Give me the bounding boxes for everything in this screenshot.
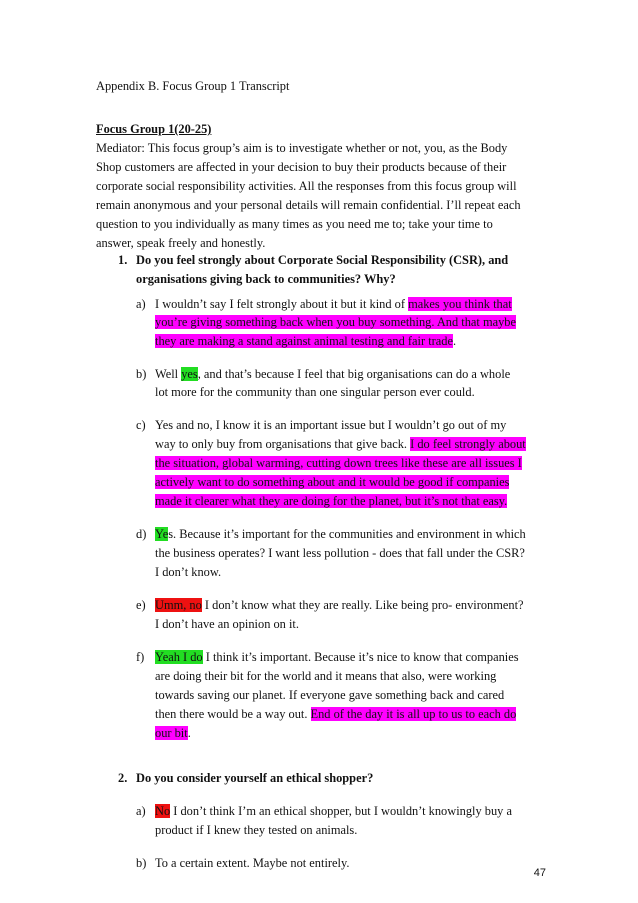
answer-line: product if I knew they tested on animals. (155, 823, 358, 837)
question-number: 1. (118, 253, 128, 267)
question-number: 2. (118, 771, 128, 785)
answer-line: the business operates? I want less pollution - does that fall under the CSR? (155, 546, 525, 560)
intro-line: Shop customers are affected in your decision to buy their products because of their (96, 160, 507, 174)
answer-line (155, 724, 191, 742)
focus-group-heading: Focus Group 1(20-25) (96, 122, 212, 136)
answer-line: are doing their bit for the world and it means that also, were working (155, 669, 497, 683)
answer-line (155, 705, 516, 723)
highlighted-text: actively want to do something about and it would be good if companies (155, 475, 510, 489)
intro-line: corporate social responsibility activities. All the responses from this focus group will (96, 179, 517, 193)
answer-line (155, 313, 516, 331)
answer-line (155, 525, 526, 543)
answer-label: f) (136, 650, 145, 664)
answer-line: I don’t have an opinion on it. (155, 617, 299, 631)
highlighted-text: made it clearer what they are doing for the planet, but it’s not that easy. (155, 494, 508, 508)
answer-line (155, 473, 509, 491)
answer-label: c) (136, 418, 146, 432)
highlighted-text: you’re giving something back when you buy something. And that maybe (155, 315, 516, 329)
highlighted-text: the situation, global warming, cutting down trees like these are all issues I (155, 456, 522, 470)
answer-text: . (187, 726, 191, 740)
answer-label: e) (136, 598, 146, 612)
answer-label: d) (136, 527, 147, 541)
answer-line (155, 596, 524, 614)
answer-text: then there would be a way out. (155, 707, 311, 721)
answer-line (155, 454, 522, 472)
highlighted-text: they are making a stand against animal testing and fair trade (155, 334, 453, 348)
answer-line (155, 365, 510, 383)
highlighted-text: Ye (155, 527, 169, 541)
answer-line (155, 295, 512, 313)
answer-line (155, 648, 519, 666)
answer-label: a) (136, 297, 146, 311)
answer-line (155, 802, 512, 820)
answer-text: I don’t know what they are really. Like being pro- environment? (201, 598, 524, 612)
answer-text: I think it’s important. Because it’s nice to know that companies (202, 650, 519, 664)
question-text: organisations giving back to communities? Why? (136, 272, 396, 286)
answer-line (155, 435, 526, 453)
answer-line: To a certain extent. Maybe not entirely. (155, 856, 350, 870)
intro-line: remain anonymous and your personal details will remain confidential. I’ll repeat each (96, 198, 521, 212)
answer-line: I don’t know. (155, 565, 222, 579)
page-number: 47 (533, 867, 546, 879)
answer-text: . (452, 334, 457, 348)
answer-line: towards saving our planet. If everyone gave something back and cared (155, 688, 505, 702)
highlighted-text: Umm, no (155, 598, 202, 612)
answer-label: b) (136, 856, 147, 870)
highlighted-text: End of the day it is all up to us to each do (310, 707, 517, 721)
question-text: Do you consider yourself an ethical shopper? (136, 771, 374, 785)
answer-text: s. Because it’s important for the communities and environment in which (168, 527, 526, 541)
intro-line: question to you individually as many times as you need me to; take your time to (96, 217, 493, 231)
highlighted-text: No (155, 804, 171, 818)
answer-line (155, 332, 456, 350)
answer-label: a) (136, 804, 146, 818)
appendix-title: Appendix B. Focus Group 1 Transcript (96, 79, 290, 93)
highlighted-text: I do feel strongly about (410, 437, 526, 451)
answer-text: I wouldn’t say I felt strongly about it but it kind of (155, 297, 409, 311)
answer-line (155, 492, 507, 510)
question-text: Do you feel strongly about Corporate Social Responsibility (CSR), and (136, 253, 509, 267)
intro-line: answer, speak freely and honestly. (96, 236, 266, 250)
highlighted-text: makes you think that (408, 297, 512, 311)
answer-label: b) (136, 367, 147, 381)
highlighted-text: yes (181, 367, 198, 381)
highlighted-text: Yeah I do (155, 650, 203, 664)
intro-line: Mediator: This focus group’s aim is to investigate whether or not, you, as the Body (96, 141, 508, 155)
answer-text: Well (155, 367, 182, 381)
answer-line: lot more for the community than one singular person ever could. (155, 385, 475, 399)
answer-line: Yes and no, I know it is an important issue but I wouldn’t go out of my (155, 418, 507, 432)
highlighted-text: our bit (155, 726, 188, 740)
answer-text: I don’t think I’m an ethical shopper, but I wouldn’t knowingly buy a (170, 804, 512, 818)
answer-text: way to only buy from organisations that give back. (155, 437, 411, 451)
answer-text: , and that’s because I feel that big organisations can do a whole (197, 367, 511, 381)
